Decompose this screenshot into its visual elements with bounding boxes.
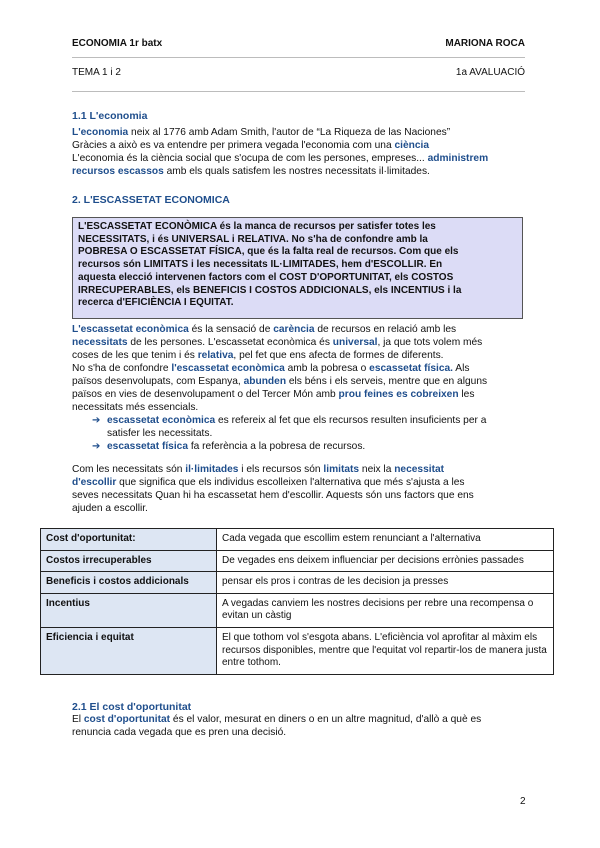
paragraph-2-line: ajuden a escollir. [72, 503, 148, 514]
table-row [41, 529, 554, 551]
bullet-item: ➔ escassetat física fa referència a la pobresa de recursos. [92, 441, 366, 452]
paragraph-1-line: països en vies de desenvolupament o del Tercer Món amb prou feines es cobreixen les [72, 389, 475, 400]
section-1-line-4: recursos escassos amb els quals satisfem les nostres necessitats il·limitades. [72, 166, 430, 177]
paragraph-1-line: necessitats més essencials. [72, 402, 199, 413]
paragraph-1-line: països desenvolupats, com Espanya, abunden els béns i els serveis, mentre que en alguns [72, 376, 488, 387]
header-evaluation: 1a AVALUACIÓ [455, 67, 525, 78]
table-key-cell: Beneficis i costos addicionals [41, 572, 217, 594]
table-key-cell: Eficiencia i equitat [41, 627, 217, 674]
callout-line: recursos són LIMITATS i les necessitats IL·LIMITADES, hem d'ESCOLLIR. En [78, 259, 443, 271]
table-value-cell: Cada vegada que escollim estem renunciant a l'alternativa [217, 529, 554, 551]
callout-line: recerca d'EFICIÈNCIA I EQUITAT. [78, 297, 234, 309]
table-row [41, 627, 554, 674]
bullet-item: ➔ escassetat econòmica es refereix al fet que els recursos resulten insuficients per a [92, 415, 487, 426]
paragraph-1-line: necessitats de les persones. L'escassetat econòmica és universal, ja que tots volem més [72, 337, 483, 348]
header-divider-top [72, 57, 525, 58]
header-subject: ECONOMIA 1r batx [72, 38, 163, 49]
table-value-cell: pensar els pros i contras de les decision ja presses [217, 572, 554, 594]
callout-line: aquesta elecció intervenen factors com el COST D'OPORTUNITAT, els COSTOS [78, 271, 454, 283]
table-key-cell: Cost d'oportunitat: [41, 529, 217, 551]
table-value-cell: De vegades ens deixem influenciar per decisions errònies passades [217, 550, 554, 572]
callout-line: POBRESA O ESCASSETAT FÍSICA, que és la falta real de recursos. Com que els [78, 246, 459, 258]
summary-callout [72, 217, 523, 319]
callout-line: L'ESCASSETAT ECONÒMICA és la manca de recursos per satisfer totes les [78, 221, 436, 232]
table-key-cell: Incentius [41, 593, 217, 627]
paragraph-1-line: No s'ha de confondre l'escassetat econòmica amb la pobresa o escassetat física. Als [72, 363, 470, 374]
table-value-cell: A vegadas canviem les nostres decisions per rebre una recompensa o evitan un càstig [217, 593, 554, 627]
section-2-1-line: renuncia cada vegada que es pren una decisió. [72, 727, 287, 738]
paragraph-1-line: L'escassetat econòmica és la sensació de carència de recursos en relació amb les [72, 324, 457, 335]
paragraph-2-line: seves necessitats Quan hi ha escassetat hem d'escollir. Aquests són uns factors que ens [72, 490, 474, 501]
bullet-item-continuation: satisfer les necessitats. [107, 428, 213, 439]
header-author: MARIONA ROCA [445, 38, 525, 49]
section-2-1-line: El cost d'oportunitat és el valor, mesurat en diners o en un altre magnitud, d'allò a què es [72, 714, 482, 725]
header-topic: TEMA 1 i 2 [72, 67, 121, 78]
table-row [41, 593, 554, 627]
table-key-cell: Costos irrecuperables [41, 550, 217, 572]
section-1-line-2: Gràcies a això es va entendre per primera vegada l'economia com una ciència [72, 140, 430, 151]
page-number: 2 [520, 796, 526, 807]
section-1-title: 1.1 L'economia [72, 110, 148, 122]
paragraph-1-line: coses de les que tenim i és relativa, pel fet que ens afecta de formes de diferents. [72, 350, 444, 361]
section-2-1-title: 2.1 El cost d'oportunitat [72, 701, 192, 713]
arrow-right-icon: ➔ [92, 415, 101, 426]
table-row [41, 572, 554, 594]
callout-line: NECESSITATS, i és UNIVERSAL i RELATIVA. No s'ha de confondre amb la [78, 233, 428, 245]
choice-factors-table [40, 528, 554, 675]
section-1-line-1: L'economia neix al 1776 amb Adam Smith, l'autor de “La Riqueza de las Naciones” [72, 127, 451, 138]
paragraph-2-line: d'escollir que significa que els individus escolleixen l'alternativa que més s'ajusta a les [72, 477, 465, 488]
header-divider-bottom [72, 91, 525, 92]
section-1-line-3: L'economia és la ciència social que s'ocupa de com les persones, empreses... administrem [72, 153, 489, 164]
table-value-cell: El que tothom vol s'esgota abans. L'eficiència vol aprofitar al màxim els recursos disponibles, mentre que l'equitat vol repartir-los de manera justa entre tothom. [217, 627, 554, 674]
section-2-title: 2. L'ESCASSETAT ECONOMICA [72, 194, 230, 206]
table-row [41, 550, 554, 572]
callout-line: IRRECUPERABLES, els BENEFICIS I COSTOS ADDICIONALS, els INCENTIUS i la [78, 284, 462, 296]
paragraph-2-line: Com les necessitats són il·limitades i els recursos són limitats neix la necessitat [72, 464, 445, 475]
arrow-right-icon: ➔ [92, 441, 101, 452]
